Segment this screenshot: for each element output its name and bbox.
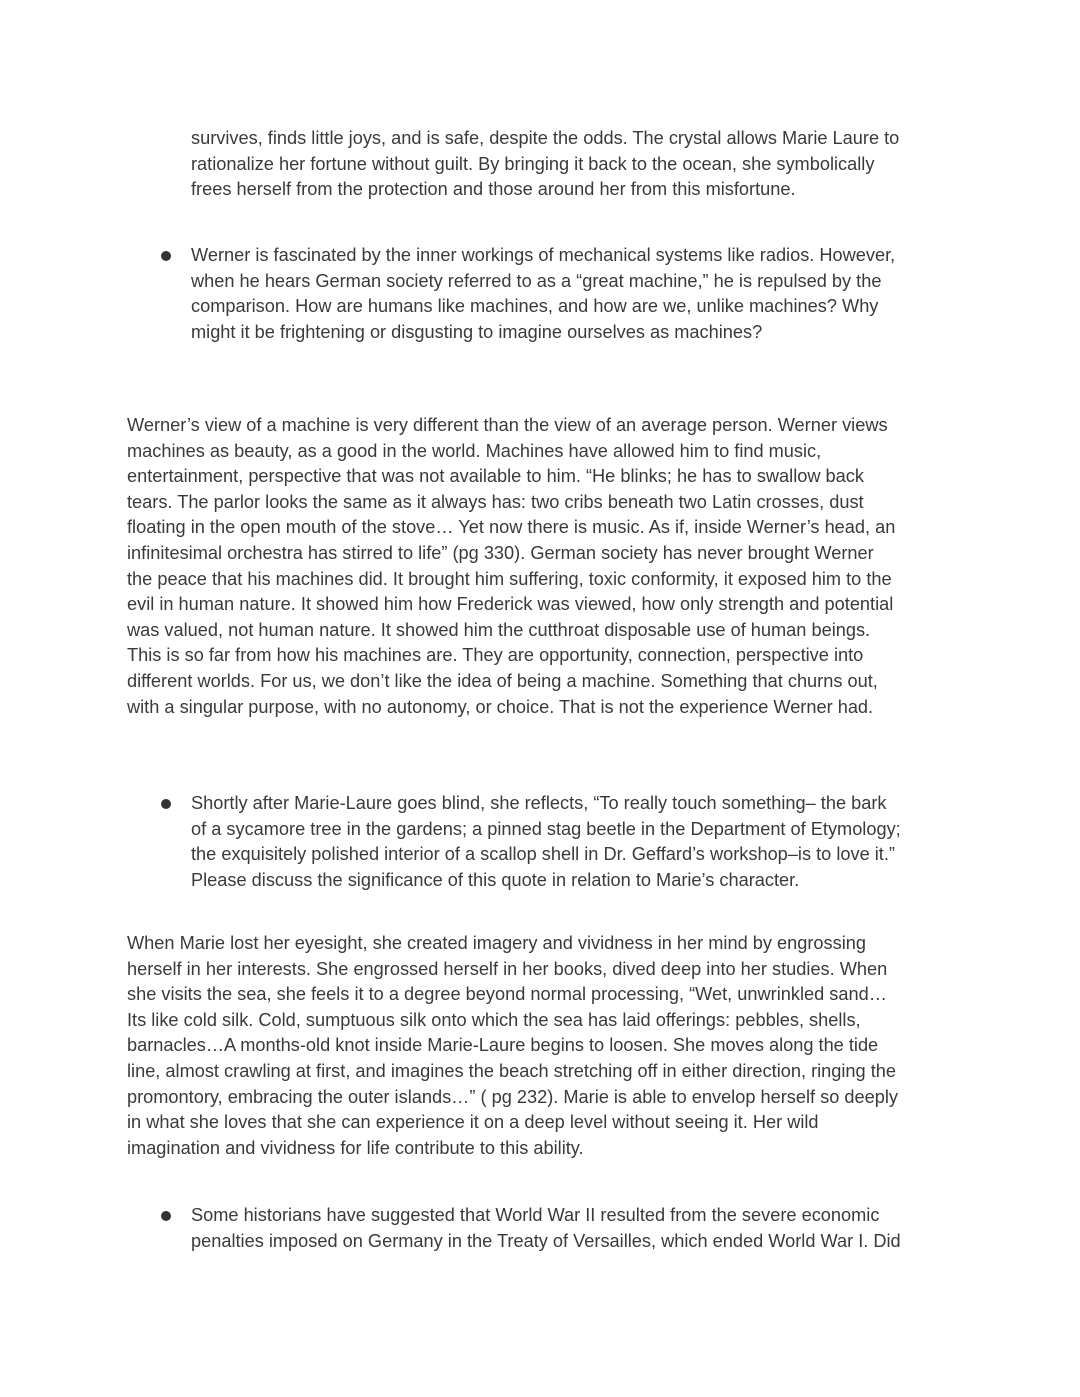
text-line: floating in the open mouth of the stove… Yet now there is music. As if, inside Werner’s head, an bbox=[127, 517, 896, 538]
text-line: herself in her interests. She engrossed herself in her books, dived deep into her studies. When bbox=[127, 958, 888, 979]
text-line: Its like cold silk. Cold, sumptuous silk onto which the sea has laid offerings: pebbles, shells, bbox=[127, 1009, 861, 1030]
question-bullet-treaty-versailles bbox=[191, 1203, 901, 1254]
text-line: imagination and vividness for life contribute to this ability. bbox=[127, 1137, 584, 1158]
text-line: When Marie lost her eyesight, she created imagery and vividness in her mind by engrossing bbox=[127, 933, 866, 953]
text-line: the exquisitely polished interior of a scallop shell in Dr. Geffard’s workshop–is to love it.” bbox=[191, 844, 895, 865]
text-line: tears. The parlor looks the same as it always has: two cribs beneath two Latin crosses, dust bbox=[127, 491, 864, 512]
question-bullet-marie-touch-quote bbox=[191, 791, 901, 893]
text-line: was valued, not human nature. It showed him the cutthroat disposable use of human beings. bbox=[127, 619, 871, 640]
text-line: of a sycamore tree in the gardens; a pinned stag beetle in the Department of Etymology; bbox=[191, 818, 901, 839]
text-line: Shortly after Marie-Laure goes blind, she reflects, “To really touch something– the bark bbox=[191, 793, 887, 813]
text-line: machines as beauty, as a good in the world. Machines have allowed him to find music, bbox=[127, 440, 822, 461]
text-line: Werner’s view of a machine is very different than the view of an average person. Werner views bbox=[127, 415, 888, 435]
text-line: penalties imposed on Germany in the Treaty of Versailles, which ended World War I. Did bbox=[191, 1230, 901, 1251]
text-line: with a singular purpose, with no autonomy, or choice. That is not the experience Werner had. bbox=[127, 696, 874, 717]
text-line: This is so far from how his machines are. They are opportunity, connection, perspective into bbox=[127, 645, 864, 666]
text-line: comparison. How are humans like machines, and how are we, unlike machines? Why bbox=[191, 296, 879, 317]
text-line: different worlds. For us, we don’t like the idea of being a machine. Something that churns out, bbox=[127, 670, 878, 691]
text-line: entertainment, perspective that was not available to him. “He blinks; he has to swallow back bbox=[127, 466, 864, 487]
answer-paragraph-werner-machines bbox=[127, 413, 895, 720]
bullet-icon bbox=[161, 251, 171, 261]
question-bullet-werner-machines bbox=[191, 243, 895, 345]
text-line: line, almost crawling at first, and imagines the beach stretching off in either direction, ringing the bbox=[127, 1060, 896, 1081]
answer-paragraph-marie-touch bbox=[127, 931, 898, 1161]
previous-answer-continuation bbox=[191, 126, 899, 203]
text-line: survives, finds little joys, and is safe, despite the odds. The crystal allows Marie Laure to bbox=[191, 128, 900, 148]
text-line: the peace that his machines did. It brought him suffering, toxic conformity, it exposed him to the bbox=[127, 568, 892, 589]
text-line: when he hears German society referred to as a “great machine,” he is repulsed by the bbox=[191, 270, 882, 291]
text-line: infinitesimal orchestra has stirred to life” (pg 330). German society has never brought Werner bbox=[127, 542, 874, 563]
bullet-icon bbox=[161, 799, 171, 809]
text-line: in what she loves that she can experience it on a deep level without seeing it. Her wild bbox=[127, 1112, 819, 1133]
text-line: Werner is fascinated by the inner workings of mechanical systems like radios. However, bbox=[191, 245, 896, 265]
text-line: might it be frightening or disgusting to imagine ourselves as machines? bbox=[191, 321, 763, 342]
text-line: frees herself from the protection and those around her from this misfortune. bbox=[191, 179, 796, 200]
text-line: Please discuss the significance of this quote in relation to Marie’s character. bbox=[191, 869, 800, 890]
text-line: Some historians have suggested that World War II resulted from the severe economic bbox=[191, 1205, 880, 1225]
text-line: rationalize her fortune without guilt. By bringing it back to the ocean, she symbolically bbox=[191, 153, 875, 174]
bullet-icon bbox=[161, 1211, 171, 1221]
text-line: barnacles…A months-old knot inside Marie-Laure begins to loosen. She moves along the tide bbox=[127, 1035, 879, 1056]
text-line: promontory, embracing the outer islands…” ( pg 232). Marie is able to envelop herself so deeply bbox=[127, 1086, 899, 1107]
text-line: evil in human nature. It showed him how Frederick was viewed, how only strength and potential bbox=[127, 594, 894, 615]
text-line: she visits the sea, she feels it to a degree beyond normal processing, “Wet, unwrinkled sand… bbox=[127, 984, 887, 1005]
